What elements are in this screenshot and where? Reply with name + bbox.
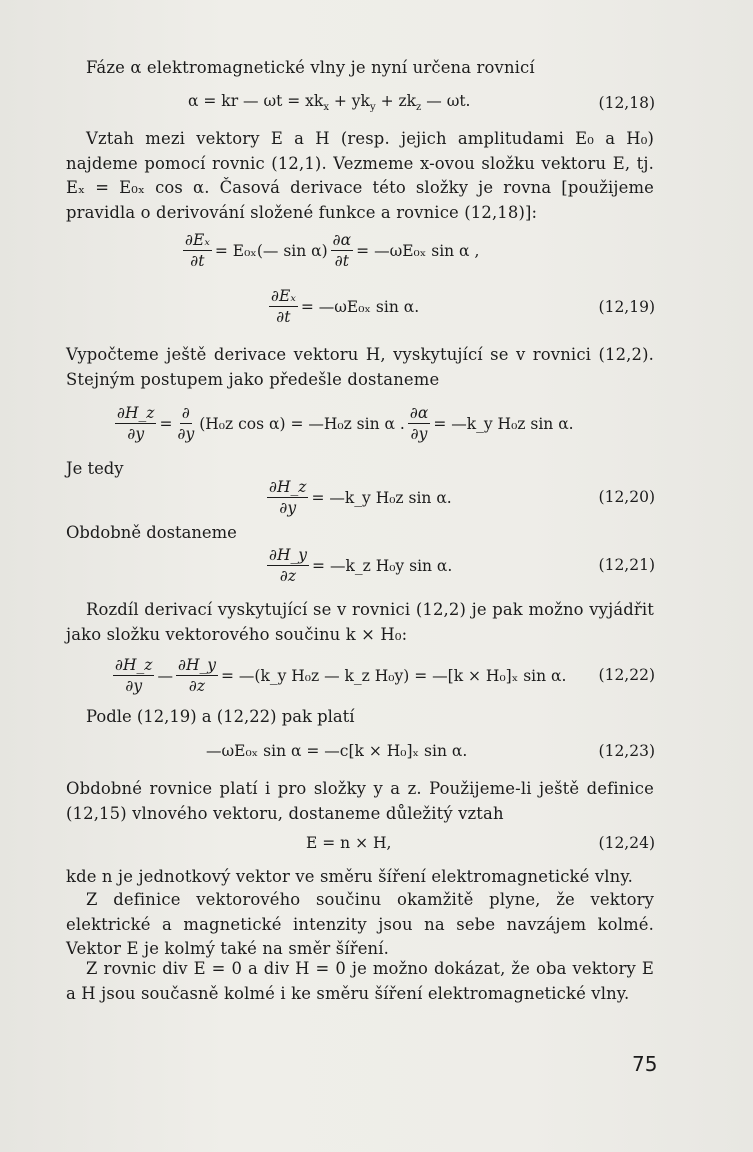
equation-12-20: [264, 477, 452, 518]
eq-12-18-text: α = kr — $\omega t = xk_x + yk_y + zk_z$ — ωt.: [188, 92, 471, 114]
equation-number: (12,21): [598, 556, 655, 574]
label-obdobne: Obdobně dostaneme: [66, 523, 237, 542]
eq-text: = —ωE₀ₓ sin α ,: [356, 241, 480, 260]
equation-12-18: [188, 92, 471, 113]
eq-text: = —k_y H₀z sin α.: [311, 488, 452, 507]
equation-12-24: [306, 834, 391, 852]
paragraph-intro: Fáze α elektromagnetické vlny je nyní určena rovnicí: [86, 58, 535, 77]
equation-dEx-dt-expanded: [180, 230, 479, 271]
eq-text: =: [159, 414, 173, 433]
eq-text: = E₀ₓ(— sin α): [214, 241, 328, 260]
equation-12-22: [110, 655, 566, 696]
equation-number: (12,24): [598, 834, 655, 852]
equation-number: (12,18): [598, 94, 655, 112]
eq-text: —: [157, 666, 173, 685]
fraction: $\frac{\partial H\_z}{\partial y}$: [269, 478, 307, 517]
fraction: $\frac{\partial\alpha}{\partial y}$: [409, 404, 429, 443]
eq-text: —ωE₀ₓ sin α = —c[k × H₀]ₓ sin α.: [206, 742, 468, 760]
fraction: $\frac{\partial H\_y}{\partial z}$: [177, 656, 216, 695]
paragraph-obdobne-rovnice: Obdobné rovnice platí i pro složky y a z. Použijeme-li ještě definice (12,15) vlnového vektoru, dostaneme důležitý vztah: [66, 779, 654, 823]
paragraph-rozdil: Rozdíl derivací vyskytující se v rovnici (12,2) je pak možno vyjádřit jako složku vektorového součinu k × H₀:: [66, 600, 654, 644]
eq-text: = —k_y H₀z sin α.: [433, 414, 574, 433]
eq-text: = —ωE₀ₓ sin α.: [300, 297, 420, 316]
page-number: 75: [632, 1052, 658, 1076]
label-je-tedy: Je tedy: [66, 459, 124, 478]
fraction: $\frac{\text{∂Eₓ}}{\partial t}$: [271, 287, 296, 326]
fraction: $\frac{\partial}{\partial y}$: [177, 404, 195, 443]
eq-text: = —(k_y H₀z — k_z H₀y) = —[k × H₀]ₓ sin α.: [221, 666, 567, 685]
paragraph-z-definice: Z definice vektorového součinu okamžitě plyne, že vektory elektrické a magnetické intenzity jsou na sebe navzájem kolmé. Vektor E je kolmý také na směr šíření.: [66, 890, 654, 958]
equation-number: (12,23): [598, 742, 655, 760]
eq-text: (H₀z cos α) = —H₀z sin α .: [199, 414, 405, 433]
equation-number: (12,22): [598, 666, 655, 684]
equation-number: (12,19): [598, 298, 655, 316]
equation-12-21: [264, 545, 452, 586]
equation-12-23: [206, 742, 467, 760]
paragraph-vypocteme: Vypočteme ještě derivace vektoru H, vyskytující se v rovnici (12,2). Stejným postupem jako předešle dostaneme: [66, 345, 654, 389]
eq-text: E = n × H,: [306, 834, 392, 852]
fraction: $\frac{\partial H\_z}{\partial y}$: [115, 656, 153, 695]
paragraph-podle: Podle (12,19) a (12,22) pak platí: [86, 707, 355, 726]
eq-text: = —k_z H₀y sin α.: [312, 556, 453, 575]
paragraph-kde-n: kde n je jednotkový vektor ve směru šíření elektromagnetické vlny.: [66, 867, 633, 886]
equation-12-19: [266, 286, 419, 327]
fraction: $\frac{\partial\alpha}{\partial t}$: [332, 231, 352, 270]
paragraph-vztah: Vztah mezi vektory E a H (resp. jejich amplitudami E₀ a H₀) najdeme pomocí rovnic (12,1). Vezmeme x-ovou složku vektoru E, tj. Eₓ = E₀ₓ cos α. Časová derivace této složky je rovna [použijeme pravidla o derivování složené funkce a rovnice (12,18)]:: [66, 129, 654, 222]
equation-number: (12,20): [598, 488, 655, 506]
paragraph-z-rovnic: Z rovnic div E = 0 a div H = 0 je možno dokázat, že oba vektory E a H jsou současně kolmé i ke směru šíření elektromagnetické vlny.: [66, 959, 654, 1003]
fraction: $\frac{\partial H\_y}{\partial z}$: [269, 546, 308, 585]
equation-dHz-dy-expanded: [112, 403, 574, 444]
fraction: $\frac{\text{∂Eₓ}}{\partial t}$: [185, 231, 210, 270]
fraction: $\frac{\partial H\_z}{\partial y}$: [117, 404, 155, 443]
